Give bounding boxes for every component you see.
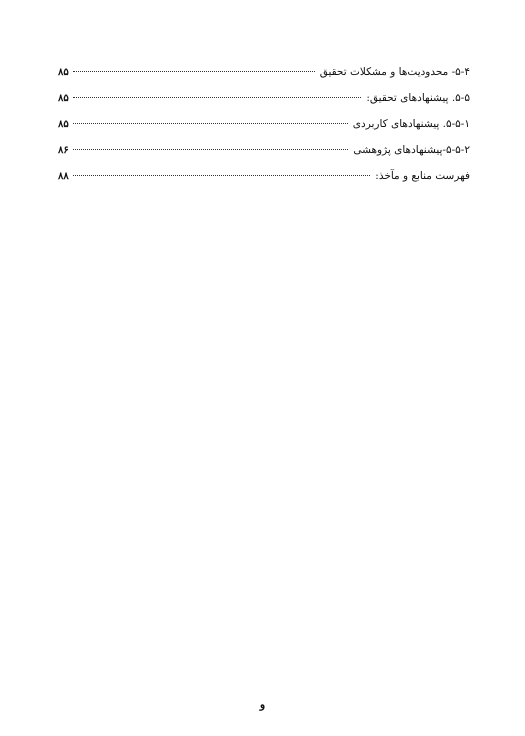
dot-leader xyxy=(73,122,348,124)
toc-entry-title: فهرست منابع و مآخذ: xyxy=(375,170,470,182)
dot-leader xyxy=(73,70,315,72)
page-number: و xyxy=(259,698,266,711)
dot-leader xyxy=(73,148,349,150)
dot-leader xyxy=(73,174,371,176)
toc-entry[interactable] xyxy=(58,142,470,168)
toc-entry-page: ۸۵ xyxy=(58,93,69,104)
dot-leader xyxy=(73,96,362,98)
toc-entry-page: ۸۸ xyxy=(58,171,69,182)
toc-entry-title: ۵-۵. پیشنهادهای تحقیق: xyxy=(366,92,470,104)
toc-entry-page: ۸۵ xyxy=(58,67,69,78)
table-of-contents xyxy=(58,64,470,194)
toc-entry-page: ۸۶ xyxy=(58,145,69,156)
toc-entry[interactable] xyxy=(58,64,470,90)
toc-entry-title: ۵-۵-۲-پیشنهادهای پژوهشی xyxy=(353,144,470,156)
toc-entry[interactable] xyxy=(58,90,470,116)
toc-entry-title: ۵-۴- محدودیت‌ها و مشکلات تحقیق xyxy=(319,66,470,78)
toc-entry-title: ۵-۵-۱. پیشنهادهای کاربردی xyxy=(352,118,470,130)
toc-entry-page: ۸۵ xyxy=(58,119,69,130)
toc-entry[interactable] xyxy=(58,168,470,194)
toc-entry[interactable] xyxy=(58,116,470,142)
